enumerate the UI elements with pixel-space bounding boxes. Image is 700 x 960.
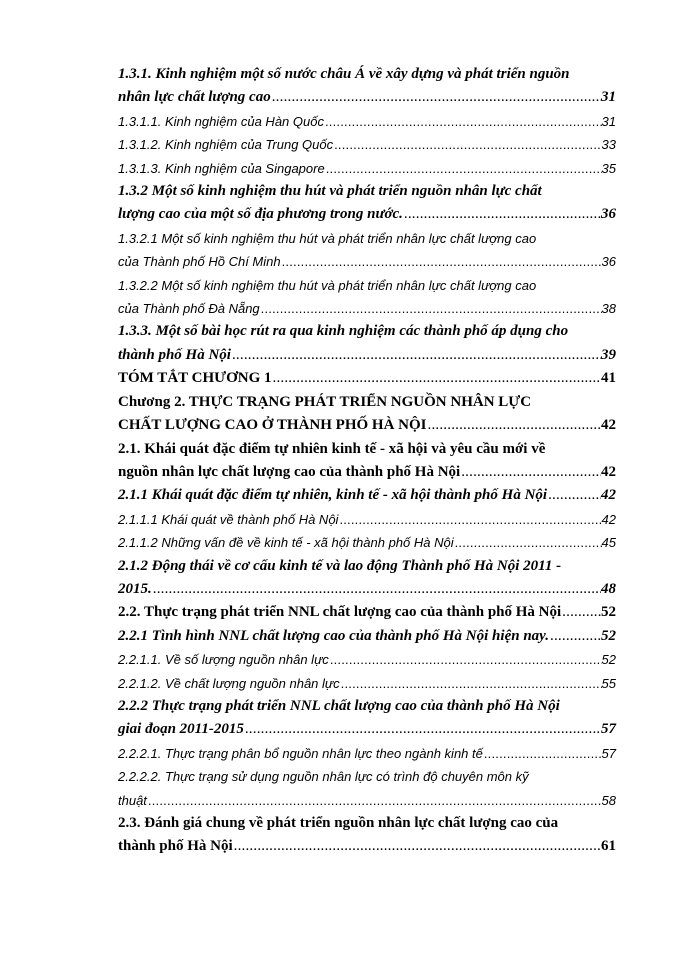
- dot-leader: [272, 367, 602, 390]
- dot-leader: [333, 133, 601, 156]
- toc-entry[interactable]: [118, 227, 616, 274]
- toc-entry-title: 2.2.1.1. Về số lượng nguồn nhân lực: [118, 652, 329, 668]
- toc-entry[interactable]: [118, 133, 616, 156]
- dot-leader: [454, 531, 602, 554]
- toc-page-number: 31: [601, 113, 616, 129]
- toc-entry-title: thành phố Hà Nội: [118, 346, 231, 363]
- toc-entry[interactable]: [118, 438, 616, 485]
- toc-entry[interactable]: [118, 672, 616, 695]
- toc-page-number: 38: [601, 301, 616, 317]
- toc-entry[interactable]: [118, 157, 616, 180]
- dot-leader: [244, 718, 601, 741]
- toc-entry-title: 2.2.2.1. Thực trạng phân bổ nguồn nhân lực theo ngành kinh tế: [118, 745, 483, 761]
- toc-entry-title: 2.2. Thực trạng phát triển NNL chất lượng cao của thành phố Hà Nội: [118, 604, 562, 621]
- toc-entry[interactable]: [118, 508, 616, 531]
- toc-entry-title: thuật: [118, 792, 147, 808]
- toc-entry-title-line1: 2.1. Khái quát đặc điểm tự nhiên kinh tế - xã hội và yêu cầu mới về: [118, 440, 546, 457]
- toc-entry-title: nguồn nhân lực chất lượng cao của thành phố Hà Nội: [118, 463, 461, 480]
- toc-page-number: 52: [601, 604, 616, 621]
- dot-leader: [403, 203, 601, 226]
- toc-page-number: 31: [601, 89, 616, 106]
- dot-leader: [329, 648, 602, 671]
- toc-entry-title-line1: 2.2.2.2. Thực trạng sử dụng nguồn nhân lực có trình độ chuyên môn kỹ: [118, 769, 529, 785]
- toc-entry[interactable]: [118, 274, 616, 321]
- toc-page-number: 35: [601, 160, 616, 176]
- dot-leader: [324, 110, 602, 133]
- toc-entry[interactable]: [118, 555, 616, 602]
- toc-entry[interactable]: [118, 601, 616, 624]
- toc-page-number: 42: [601, 417, 616, 434]
- dot-leader: [483, 742, 602, 765]
- toc-entry[interactable]: [118, 63, 616, 110]
- toc-entry[interactable]: [118, 812, 616, 859]
- toc-entry-title-line1: 1.3.2 Một số kinh nghiệm thu hút và phát triển nguồn nhân lực chất: [118, 183, 542, 200]
- toc-entry-title: thành phố Hà Nội: [118, 838, 233, 855]
- toc-entry-title: TÓM TẮT CHƯƠNG 1: [118, 370, 272, 387]
- toc-entry[interactable]: [118, 765, 616, 812]
- toc-entry-title: 2.2.1.2. Về chất lượng nguồn nhân lực: [118, 675, 340, 691]
- toc-entry[interactable]: [118, 367, 616, 390]
- toc-entry[interactable]: [118, 180, 616, 227]
- dot-leader: [260, 297, 602, 320]
- toc-entry-title-line1: 1.3.2.1 Một số kinh nghiệm thu hút và phát triển nhân lực chất lượng cao: [118, 230, 537, 246]
- toc-page-number: 36: [601, 254, 616, 270]
- dot-leader: [338, 508, 601, 531]
- toc-page-number: 36: [601, 206, 616, 223]
- toc-page-number: 33: [601, 137, 616, 153]
- dot-leader: [427, 414, 602, 437]
- toc-entry-title: 2.1.1 Khái quát đặc điểm tự nhiên, kinh tế - xã hội thành phố Hà Nội: [118, 487, 548, 504]
- toc-entry-title: 1.3.1.3. Kinh nghiệm của Singapore: [118, 160, 325, 176]
- dot-leader: [233, 835, 601, 858]
- dot-leader: [231, 344, 601, 367]
- toc-entry[interactable]: [118, 484, 616, 507]
- toc-entry-title: 2015.: [118, 580, 152, 597]
- dot-leader: [325, 157, 602, 180]
- toc-entry[interactable]: [118, 110, 616, 133]
- toc-entry-title-line1: 2.1.2 Động thái về cơ cấu kinh tế và lao động Thành phố Hà Nội 2011 -: [118, 557, 562, 574]
- toc-entry-title: 2.2.1 Tình hình NNL chất lượng cao của thành phố Hà Nội hiện nay.: [118, 627, 550, 644]
- toc-entry-title-line1: 1.3.3. Một số bài học rút ra qua kinh nghiệm các thành phố áp dụng cho: [118, 323, 569, 340]
- dot-leader: [561, 601, 601, 624]
- toc-page-number: 42: [601, 463, 616, 480]
- toc-page-number: 52: [601, 627, 616, 644]
- toc-page-number: 58: [601, 792, 616, 808]
- toc-entry-title-line1: 2.2.2 Thực trạng phát triển NNL chất lượng cao của thành phố Hà Nội: [118, 697, 560, 714]
- dot-leader: [549, 625, 601, 648]
- toc-entry-title: CHẤT LƯỢNG CAO Ở THÀNH PHỐ HÀ NỘI: [118, 417, 427, 434]
- table-of-contents: [118, 63, 616, 859]
- toc-entry[interactable]: [118, 391, 616, 438]
- toc-page-number: 61: [601, 838, 616, 855]
- toc-entry-title: giai đoạn 2011-2015: [118, 721, 244, 738]
- toc-entry-title: 2.1.1.1 Khái quát về thành phố Hà Nội: [118, 511, 339, 527]
- dot-leader: [281, 250, 602, 273]
- toc-page-number: 57: [601, 745, 616, 761]
- toc-page-number: 48: [601, 580, 616, 597]
- dot-leader: [271, 86, 601, 109]
- dot-leader: [152, 578, 601, 601]
- toc-entry-title-line1: Chương 2. THỰC TRẠNG PHÁT TRIỂN NGUỒN NHÂN LỰC: [118, 393, 532, 410]
- toc-page-number: 55: [601, 675, 616, 691]
- dot-leader: [147, 789, 602, 812]
- toc-page-number: 57: [601, 721, 616, 738]
- toc-entry-title: của Thành phố Hồ Chí Minh: [118, 254, 281, 270]
- toc-entry-title-line1: 1.3.2.2 Một số kinh nghiệm thu hút và phát triển nhân lực chất lượng cao: [118, 277, 537, 293]
- toc-page-number: 52: [601, 652, 616, 668]
- toc-page-number: 45: [601, 535, 616, 551]
- toc-page-number: 39: [601, 346, 616, 363]
- toc-entry[interactable]: [118, 320, 616, 367]
- dot-leader: [340, 672, 602, 695]
- toc-entry-title-line1: 1.3.1. Kinh nghiệm một số nước châu Á về xây dựng và phát triển nguồn: [118, 66, 570, 82]
- dot-leader: [547, 484, 601, 507]
- toc-entry-title: 2.1.1.2 Những vấn đề về kinh tế - xã hội thành phố Hà Nội: [118, 535, 454, 551]
- toc-page-number: 42: [601, 511, 616, 527]
- toc-entry-title: 1.3.1.2. Kinh nghiệm của Trung Quốc: [118, 137, 334, 153]
- toc-entry[interactable]: [118, 742, 616, 765]
- toc-page-number: 41: [601, 370, 616, 387]
- toc-entry[interactable]: [118, 695, 616, 742]
- toc-page-number: 42: [601, 487, 616, 504]
- toc-entry-title: lượng cao của một số địa phương trong nước.: [118, 206, 403, 223]
- toc-entry-title-line1: 2.3. Đánh giá chung về phát triển nguồn nhân lực chất lượng cao của: [118, 815, 559, 831]
- toc-entry[interactable]: [118, 648, 616, 671]
- toc-entry-title: 1.3.1.1. Kinh nghiệm của Hàn Quốc: [118, 113, 324, 129]
- toc-entry[interactable]: [118, 625, 616, 648]
- toc-entry[interactable]: [118, 531, 616, 554]
- dot-leader: [460, 461, 601, 484]
- toc-entry-title: của Thành phố Đà Nẵng: [118, 301, 260, 317]
- toc-entry-title: nhân lực chất lượng cao: [118, 89, 271, 106]
